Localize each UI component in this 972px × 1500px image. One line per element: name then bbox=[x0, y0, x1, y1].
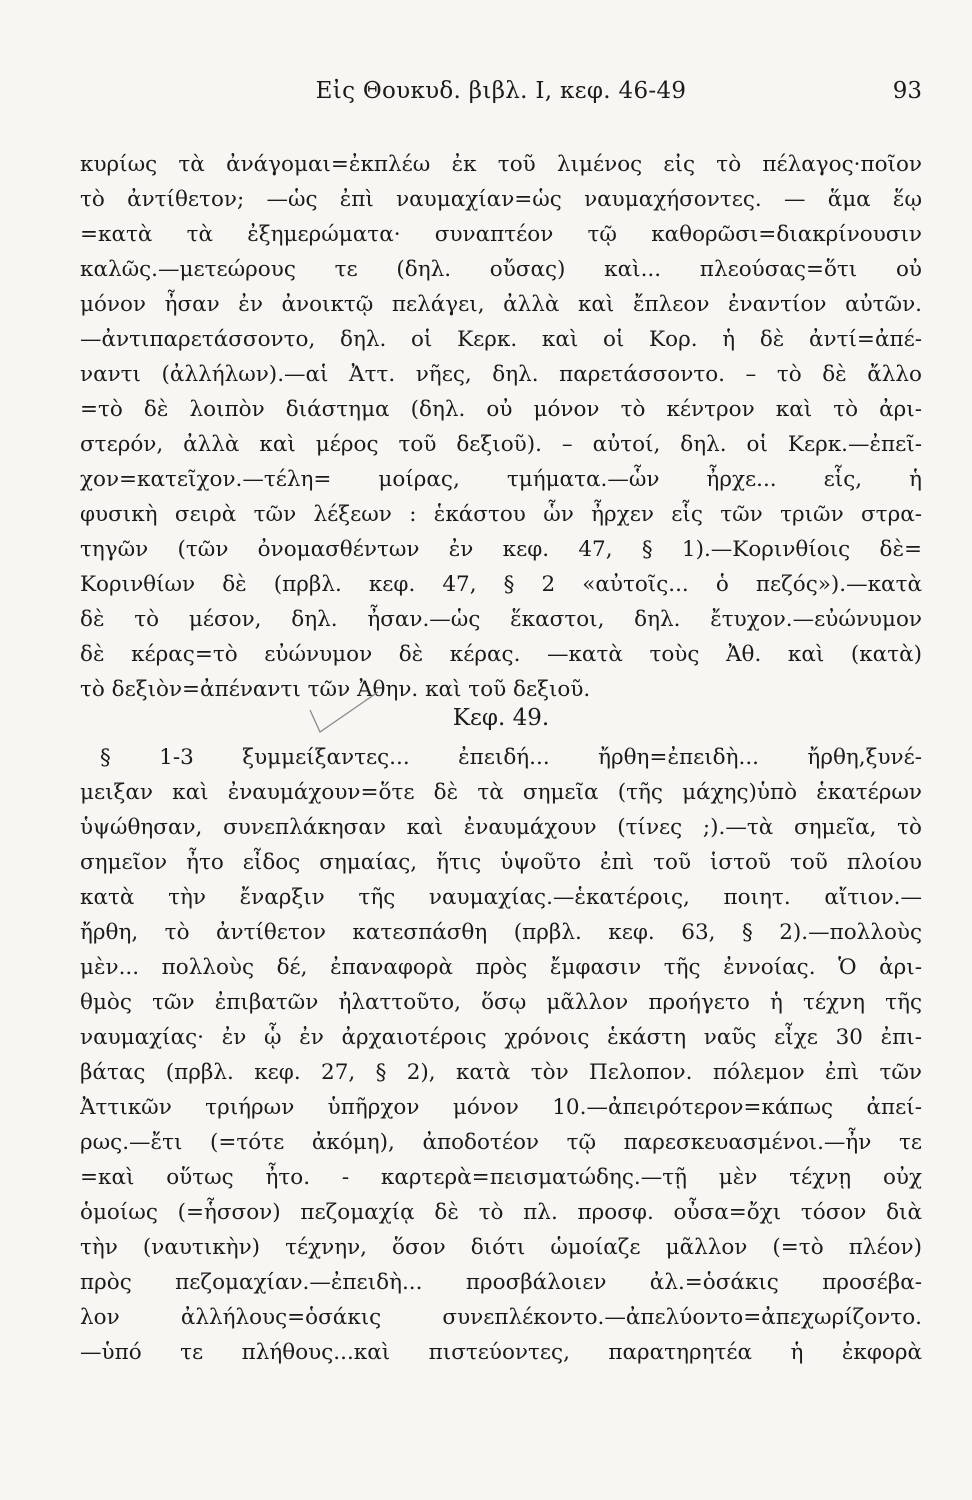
text-line: φυσικὴ σειρὰ τῶν λέξεων : ἑκάστου ὧν ἦρχεν εἷς τῶν τριῶν στρα- bbox=[80, 502, 922, 527]
text-line: λον ἀλλήλους=ὁσάκις συνεπλέκοντο.—ἀπελύοντο=ἀπεχωρίζοντο. bbox=[80, 1305, 922, 1330]
text-line: μὲν... πολλοὺς δέ, ἐπαναφορὰ πρὸς ἔμφασιν τῆς ἐννοίας. Ὁ ἀρι- bbox=[80, 955, 922, 980]
text-line: ἤρθη, τὸ ἀντίθετον κατεσπάσθη (πρβλ. κεφ. 63, § 2).—πολλοὺς bbox=[80, 920, 922, 945]
text-line: κατὰ τὴν ἔναρξιν τῆς ναυμαχίας.—ἑκατέροις, ποιητ. αἴτιον.— bbox=[80, 885, 922, 910]
running-title: Εἰς Θουκυδ. βιβλ. Ι, κεφ. 46-49 bbox=[315, 78, 687, 104]
running-head bbox=[80, 78, 922, 114]
text-line: =καὶ οὕτως ἦτο. - καρτερὰ=πεισματώδης.—τῇ μὲν τέχνῃ οὐχ bbox=[80, 1165, 922, 1190]
text-line: βάτας (πρβλ. κεφ. 27, § 2), κατὰ τὸν Πελοπον. πόλεμον ἐπὶ τῶν bbox=[80, 1060, 922, 1085]
page-number: 93 bbox=[892, 78, 922, 104]
text-line: τὴν (ναυτικὴν) τέχνην, ὅσον διότι ὡμοίαζε μᾶλλον (=τὸ πλέον) bbox=[80, 1235, 922, 1260]
text-line: χον=κατεῖχον.—τέλη= μοίρας, τμήματα.—ὧν ἦρχε... εἷς, ἡ bbox=[80, 467, 922, 492]
text-line: δὲ τὸ μέσον, δηλ. ἦσαν.—ὡς ἕκαστοι, δηλ. ἔτυχον.—εὐώνυμον bbox=[80, 607, 922, 632]
text-line: καλῶς.—μετεώρους τε (δηλ. οὔσας) καὶ... πλεούσας=ὅτι οὐ bbox=[80, 257, 922, 282]
text-line: —ἀντιπαρετάσσοντο, δηλ. οἱ Κερκ. καὶ οἱ Κορ. ἡ δὲ ἀντί=ἀπέ- bbox=[80, 327, 922, 352]
text-line: ναυμαχίας· ἐν ᾧ ἐν ἀρχαιοτέροις χρόνοις ἑκάστη ναῦς εἶχε 30 ἐπι- bbox=[80, 1025, 922, 1050]
text-line: τὸ δεξιὸν=ἀπέναντι τῶν Ἀθην. καὶ τοῦ δεξιοῦ. bbox=[80, 677, 591, 702]
text-line: ὑψώθησαν, συνεπλάκησαν καὶ ἐναυμάχουν (τίνες ;).—τὰ σημεῖα, τὸ bbox=[80, 815, 922, 840]
text-line: σημεῖον ἦτο εἶδος σημαίας, ἥτις ὑψοῦτο ἐπὶ τοῦ ἱστοῦ τοῦ πλοίου bbox=[80, 850, 922, 875]
text-line: στερόν, ἀλλὰ καὶ μέρος τοῦ δεξιοῦ). – αὐτοί, δηλ. οἱ Κερκ.—ἐπεῖ- bbox=[80, 432, 922, 457]
text-line: Κορινθίων δὲ (πρβλ. κεφ. 47, § 2 «αὐτοῖς... ὁ πεζός»).—κατὰ bbox=[80, 572, 922, 597]
text-line: ρως.—ἔτι (=τότε ἀκόμη), ἀποδοτέον τῷ παρεσκευασμένοι.—ἦν τε bbox=[80, 1130, 922, 1155]
chapter-heading: Κεφ. 49. bbox=[452, 705, 550, 731]
text-line: πρὸς πεζομαχίαν.—ἐπειδὴ... προσβάλοιεν ἀλ.=ὁσάκις προσέβα- bbox=[80, 1270, 922, 1295]
text-line: τηγῶν (τῶν ὀνομασθέντων ἐν κεφ. 47, § 1).—Κορινθίοις δὲ= bbox=[80, 537, 922, 562]
text-line: ναντι (ἀλλήλων).—αἱ Ἀττ. νῆες, δηλ. παρετάσσοντο. – τὸ δὲ ἄλλο bbox=[80, 362, 922, 387]
text-line: κυρίως τὰ ἀνάγομαι=ἐκπλέω ἐκ τοῦ λιμένος εἰς τὸ πέλαγος·ποῖον bbox=[80, 152, 922, 177]
commentary-block-ch46-48 bbox=[80, 147, 922, 707]
text-line: τὸ ἀντίθετον; —ὡς ἐπὶ ναυμαχίαν=ὡς ναυμαχήσοντες. — ἅμα ἕῳ bbox=[80, 187, 922, 212]
text-line: μόνον ἦσαν ἐν ἀνοικτῷ πελάγει, ἀλλὰ καὶ ἔπλεον ἐναντίον αὐτῶν. bbox=[80, 292, 922, 317]
text-line: =κατὰ τὰ ἐξημερώματα· συναπτέον τῷ καθορῶσι=διακρίνουσιν bbox=[80, 222, 922, 247]
text-line: Ἀττικῶν τριήρων ὑπῆρχον μόνον 10.—ἀπειρότερον=κάπως ἀπεί- bbox=[80, 1095, 922, 1120]
text-line: § 1-3 ξυμμείξαντες... ἐπειδή... ἤρθη=ἐπειδὴ... ἤρθη,ξυνέ- bbox=[100, 745, 922, 770]
text-line: ὁμοίως (=ἧσσον) πεζομαχίᾳ δὲ τὸ πλ. προσφ. οὖσα=ὄχι τόσον διὰ bbox=[80, 1200, 922, 1225]
text-line: μειξαν καὶ ἐναυμάχουν=ὅτε δὲ τὰ σημεῖα (τῆς μάχης)ὑπὸ ἑκατέρων bbox=[80, 780, 922, 805]
text-line: —ὑπό τε πλήθους...καὶ πιστεύοντες, παρατηρητέα ἡ ἐκφορὰ bbox=[80, 1340, 922, 1365]
text-line: =τὸ δὲ λοιπὸν διάστημα (δηλ. οὐ μόνον τὸ κέντρον καὶ τὸ ἀρι- bbox=[80, 397, 922, 422]
text-line: θμὸς τῶν ἐπιβατῶν ἠλαττοῦτο, ὅσῳ μᾶλλον προήγετο ἡ τέχνη τῆς bbox=[80, 990, 922, 1015]
text-line: δὲ κέρας=τὸ εὐώνυμον δὲ κέρας. —κατὰ τοὺς Ἀθ. καὶ (κατὰ) bbox=[80, 642, 922, 667]
commentary-block-ch49 bbox=[80, 740, 922, 1370]
